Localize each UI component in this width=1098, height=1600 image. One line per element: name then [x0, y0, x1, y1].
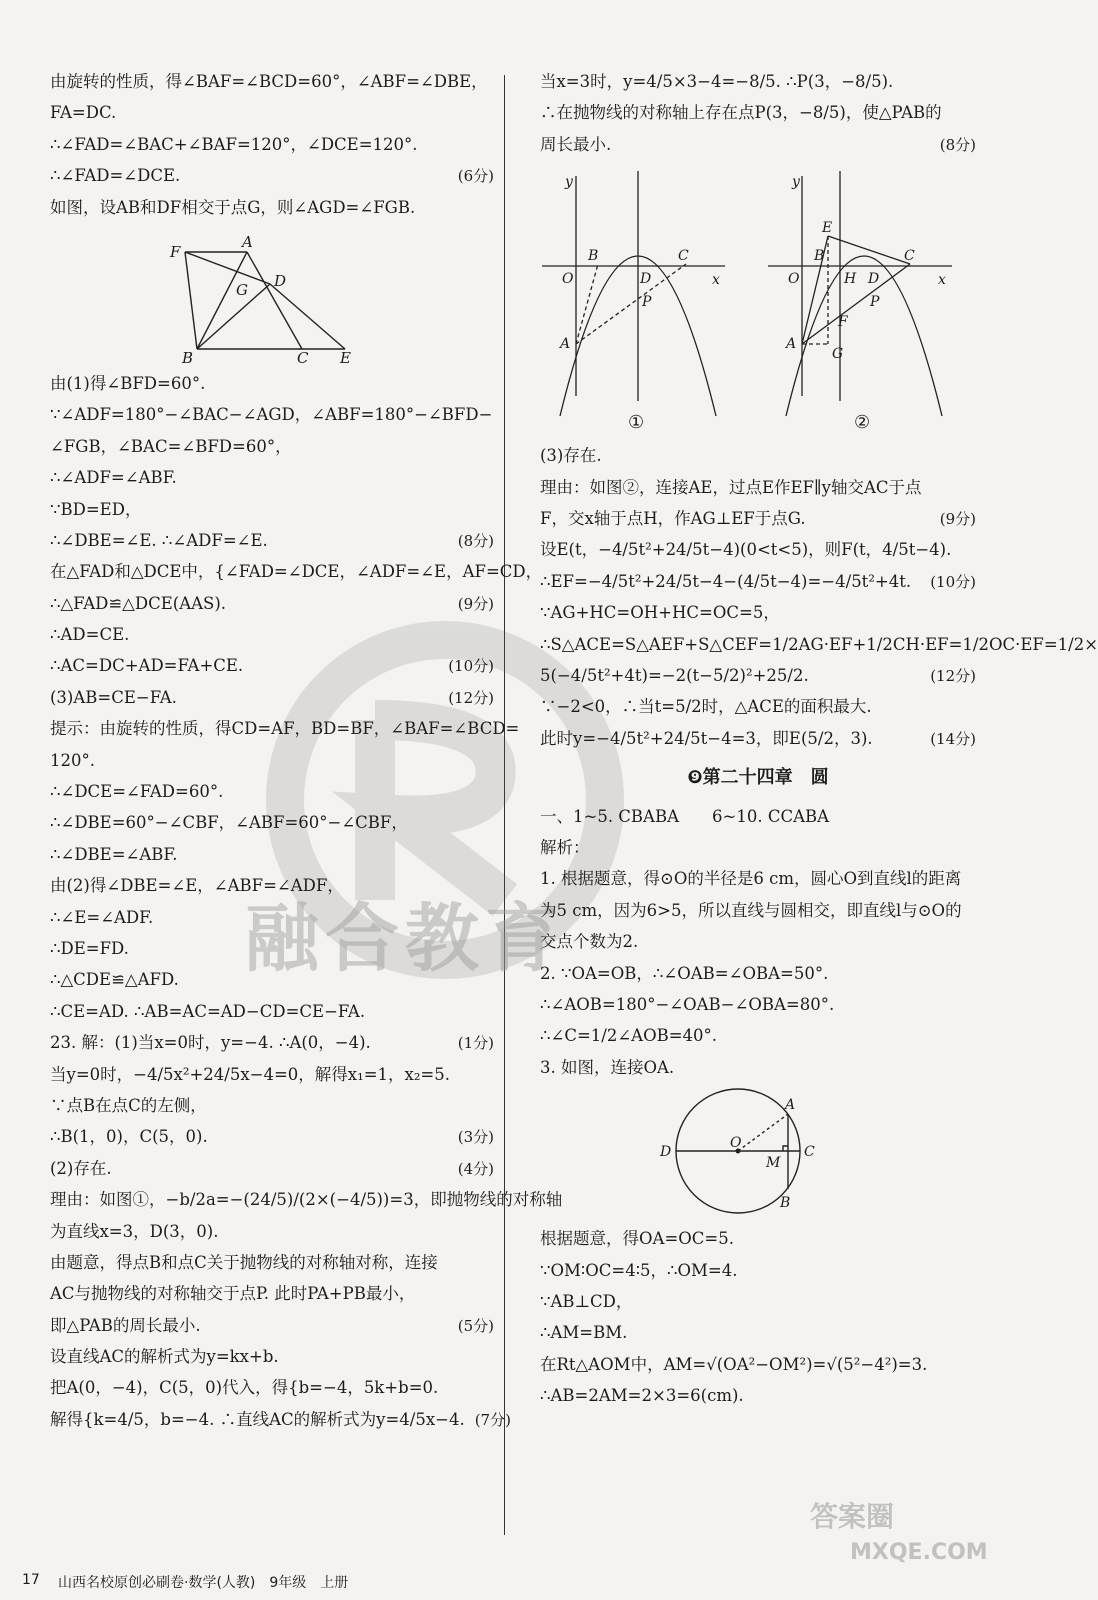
text-line — [50, 374, 494, 394]
line-text: 理由：如图②，连接AE，过点E作EF∥y轴交AC于点 — [540, 477, 922, 497]
fig1-label-A: A — [242, 232, 253, 251]
line-text: 此时y=−4/5t²+24/5t−4=3，即E(5/2，3). — [540, 728, 873, 748]
line-text: 120°. — [50, 750, 95, 770]
g2-label-C: C — [904, 248, 915, 265]
line-text: ∴∠DCE=∠FAD=60°. — [50, 782, 224, 802]
text-line — [50, 970, 494, 990]
text-line — [50, 1033, 494, 1053]
text-line — [50, 719, 520, 739]
g2-label-x: x — [938, 272, 946, 289]
text-line — [50, 166, 494, 186]
fig1-label-D: D — [274, 271, 287, 290]
footer-text: 山西名校原创必刷卷·数学(人教) 9年级 上册 — [58, 1575, 349, 1591]
line-text: ∴EF=−4/5t²+24/5t−4−(4/5t−4)=−4/5t²+4t. — [540, 571, 912, 591]
line-text: 2. ∵OA=OB，∴∠OAB=∠OBA=50°. — [540, 963, 829, 983]
line-text: ∴∠AOB=180°−∠OAB−∠OBA=80°. — [540, 995, 835, 1015]
text-line — [50, 198, 494, 218]
g1-label-D: D — [640, 271, 652, 288]
line-text: ∴∠E=∠ADF. — [50, 907, 154, 927]
text-line — [50, 625, 494, 645]
circle-label-O: O — [730, 1135, 742, 1152]
text-line — [540, 964, 976, 984]
text-line — [540, 932, 976, 952]
text-line — [50, 1316, 494, 1336]
line-text: 由题意，得点B和点C关于抛物线的对称轴对称，连接 — [50, 1252, 438, 1272]
fig1-label-E: E — [340, 348, 351, 367]
score-mark: (9分) — [939, 509, 976, 528]
text-line — [540, 666, 976, 686]
text-line — [540, 995, 976, 1015]
line-text: ∴AD=CE. — [50, 625, 130, 645]
text-line — [50, 688, 494, 708]
g1-label-B: B — [588, 248, 599, 265]
text-line — [540, 869, 976, 889]
text-line — [50, 500, 494, 520]
text-line — [50, 845, 494, 865]
g1-label-C: C — [678, 248, 689, 265]
g2-label-E: E — [822, 220, 833, 237]
line-text: ∴AM=BM. — [540, 1323, 628, 1343]
score-mark: (1分) — [457, 1034, 494, 1053]
score-mark: (7分) — [474, 1410, 511, 1429]
figure-triangle — [50, 229, 494, 367]
watermark-site-logo: 答案圈 — [810, 1500, 895, 1533]
line-text: ∴∠FAD=∠BAC+∠BAF=120°，∠DCE=120°. — [50, 134, 418, 154]
circle-label-B: B — [780, 1195, 791, 1212]
section-title: ❾第二十四章 圆 — [687, 766, 829, 788]
line-text: 周长最小. — [540, 134, 612, 154]
line-text: ∴△CDE≌△AFD. — [50, 970, 179, 990]
line-text: 把A(0，−4)，C(5，0)代入，得{b=−4，5k+b=0. — [50, 1378, 439, 1398]
line-text: ∴∠DBE=60°−∠CBF，∠ABF=60°−∠CBF， — [50, 813, 408, 833]
text-line — [50, 1096, 494, 1116]
text-line — [540, 572, 976, 592]
watermark-site-url: MXQE.COM — [850, 1540, 988, 1565]
text-line — [50, 813, 494, 833]
text-line — [50, 437, 494, 457]
line-text: ∵AG+HC=OH+HC=OC=5， — [540, 603, 780, 623]
line-text: AC与抛物线的对称轴交于点P. 此时PA+PB最小， — [50, 1284, 416, 1304]
text-line — [50, 135, 494, 155]
line-text: 由(2)得∠DBE=∠E，∠ABF=∠ADF， — [50, 876, 344, 896]
text-line — [540, 478, 976, 498]
text-line — [50, 908, 494, 928]
line-text: ∵AB⊥CD， — [540, 1291, 633, 1311]
text-line — [540, 1386, 976, 1406]
text-line — [50, 1190, 563, 1210]
score-mark: (10分) — [930, 572, 976, 591]
fig1-label-G: G — [236, 280, 248, 299]
g2-label-F: F — [838, 314, 848, 331]
line-text: 当x=3时，y=4/5×3−4=−8/5. ∴P(3，−8/5). — [540, 72, 894, 91]
text-line — [540, 1229, 976, 1249]
line-text: ∴AB=2AM=2×3=6(cm). — [540, 1386, 744, 1406]
text-line — [50, 1222, 494, 1242]
g1-number: ① — [628, 412, 645, 434]
line-text: ∴DE=FD. — [50, 938, 129, 958]
line-text: 解得{k=4/5，b=−4. ∴直线AC的解析式为y=4/5x−4. — [50, 1409, 465, 1429]
text-line — [540, 446, 976, 466]
g2-label-B: B — [814, 248, 825, 265]
text-line — [50, 1002, 494, 1022]
left-column — [50, 72, 563, 1441]
figure-parabola-graphs — [540, 166, 976, 436]
line-text: 由旋转的性质，得∠BAF=∠BCD=60°，∠ABF=∠DBE， — [50, 72, 488, 91]
text-line — [50, 405, 494, 425]
text-line — [540, 838, 976, 858]
line-text: ∴∠FAD=∠DCE. — [50, 166, 181, 186]
line-text: 理由：如图①，−b/2a=−(24/5)/(2×(−4/5))=3，即抛物线的对称轴 — [50, 1190, 563, 1210]
line-text: F，交x轴于点H，作AG⊥EF于点G. — [540, 508, 806, 528]
line-text: ∴∠DBE=∠ABF. — [50, 844, 178, 864]
line-text: 设直线AC的解析式为y=kx+b. — [50, 1347, 279, 1367]
text-line — [540, 901, 976, 921]
line-text: ∵OM∶OC=4∶5，∴OM=4. — [540, 1260, 738, 1280]
text-line — [540, 634, 1098, 655]
text-line — [540, 1323, 976, 1343]
g1-label-y: y — [565, 174, 573, 191]
text-line — [540, 509, 976, 529]
text-line — [540, 807, 976, 827]
line-text: 提示：由旋转的性质，得CD=AF，BD=BF，∠BAF=∠BCD= — [50, 719, 520, 739]
g2-label-A: A — [786, 336, 797, 353]
line-text: 根据题意，得OA=OC=5. — [540, 1229, 734, 1249]
score-mark: (4分) — [457, 1159, 494, 1178]
text-line — [50, 594, 494, 614]
watermark-text: 融合教育 — [245, 896, 565, 982]
line-text: 在Rt△AOM中，AM=√(OA²−OM²)=√(5²−4²)=3. — [540, 1354, 928, 1374]
g1-label-A: A — [560, 336, 571, 353]
text-line — [50, 1347, 494, 1367]
score-mark: (14分) — [930, 729, 976, 748]
score-mark: (9分) — [457, 594, 494, 613]
line-text: ∴AC=DC+AD=FA+CE. — [50, 656, 244, 676]
line-text: 5(−4/5t²+4t)=−2(t−5/2)²+25/2. — [540, 665, 809, 685]
fig1-label-B: B — [182, 348, 194, 367]
line-text: (3)存在. — [540, 446, 602, 466]
fig1-label-F: F — [170, 242, 181, 261]
text-line — [540, 135, 976, 155]
line-text: 解析： — [540, 838, 590, 858]
text-line — [540, 103, 976, 123]
text-line — [540, 540, 976, 560]
text-line — [50, 72, 494, 92]
g2-label-P: P — [870, 294, 880, 311]
line-text: ∴CE=AD. ∴AB=AC=AD−CD=CE−FA. — [50, 1001, 366, 1021]
text-line — [50, 1127, 494, 1147]
line-text: 设E(t，−4/5t²+24/5t−4)(0<t<5)，则F(t，4/5t−4). — [540, 540, 952, 560]
g1-label-O: O — [562, 271, 574, 288]
text-line — [50, 751, 494, 771]
circle-label-D: D — [660, 1144, 672, 1161]
g2-label-D: D — [868, 271, 880, 288]
line-text: ∴S△ACE=S△AEF+S△CEF=1/2AG·EF+1/2CH·EF=1/2OC·EF=1/2× — [540, 634, 1098, 654]
fig1-label-C: C — [297, 348, 309, 367]
circle-label-A: A — [785, 1097, 796, 1114]
g2-label-y: y — [792, 174, 800, 191]
score-mark: (12分) — [930, 666, 976, 685]
g1-label-x: x — [712, 272, 720, 289]
text-line — [50, 468, 494, 488]
line-text: FA=DC. — [50, 103, 117, 123]
line-text: 即△PAB的周长最小. — [50, 1315, 201, 1335]
score-mark: (10分) — [448, 657, 494, 676]
line-text: ∴∠ADF=∠ABF. — [50, 468, 177, 488]
page-number: 17 — [22, 1572, 40, 1588]
circle-label-M: M — [766, 1155, 781, 1172]
g2-number: ② — [854, 412, 871, 434]
line-text: 为直线x=3，D(3，0). — [50, 1221, 219, 1241]
line-text: (2)存在. — [50, 1158, 112, 1178]
line-text: 交点个数为2. — [540, 932, 639, 952]
line-text: 如图，设AB和DF相交于点G，则∠AGD=∠FGB. — [50, 197, 416, 217]
line-text: 在△FAD和△DCE中，{∠FAD=∠DCE，∠ADF=∠E，AF=CD， — [50, 562, 543, 582]
score-mark: (5分) — [457, 1316, 494, 1335]
text-line — [540, 72, 976, 92]
column-divider — [504, 75, 505, 1535]
g2-label-O: O — [788, 271, 800, 288]
g1-label-P: P — [642, 294, 652, 311]
text-line — [50, 1378, 494, 1398]
text-line — [50, 1253, 494, 1273]
score-mark: (12分) — [448, 688, 494, 707]
line-text: ∴B(1，0)，C(5，0). — [50, 1127, 208, 1147]
line-text: 为5 cm，因为6>5，所以直线与圆相交，即直线l与⊙O的 — [540, 900, 962, 920]
score-mark: (6分) — [457, 167, 494, 186]
figure-circle — [540, 1089, 976, 1219]
text-line — [50, 1065, 494, 1085]
line-text: 一、1~5. CBABA 6~10. CCABA — [540, 806, 830, 826]
g2-label-G: G — [832, 346, 844, 363]
line-text: 当y=0时，−4/5x²+24/5x−4=0，解得x₁=1，x₂=5. — [50, 1064, 451, 1084]
line-text: 23. 解：(1)当x=0时，y=−4. ∴A(0，−4). — [50, 1033, 371, 1053]
score-mark: (3分) — [457, 1128, 494, 1147]
line-text: 由(1)得∠BFD=60°. — [50, 373, 206, 393]
score-mark: (8分) — [457, 531, 494, 550]
line-text: ∴在抛物线的对称轴上存在点P(3，−8/5)，使△PAB的 — [540, 103, 942, 123]
text-line — [540, 1261, 976, 1281]
line-text: ∴∠C=1/2∠AOB=40°. — [540, 1026, 718, 1046]
text-line — [540, 1058, 976, 1078]
line-text: (3)AB=CE−FA. — [50, 687, 177, 707]
text-line — [50, 1159, 494, 1179]
text-line — [50, 531, 494, 551]
line-text: ∠FGB，∠BAC=∠BFD=60°， — [50, 436, 292, 456]
text-line — [50, 939, 494, 959]
line-text: ∵点B在点C的左侧， — [50, 1095, 207, 1115]
text-line — [50, 562, 543, 582]
right-column — [540, 72, 1098, 1418]
text-line — [540, 1292, 976, 1312]
g2-label-H: H — [844, 271, 857, 288]
line-text: ∵∠ADF=180°−∠BAC−∠AGD，∠ABF=180°−∠BFD− — [50, 405, 493, 425]
text-line — [50, 103, 494, 123]
text-line — [50, 876, 494, 896]
line-text: ∵BD=ED， — [50, 499, 142, 519]
text-line — [50, 656, 494, 676]
score-mark: (8分) — [939, 135, 976, 154]
text-line — [540, 603, 976, 623]
line-text: ∴∠DBE=∠E. ∴∠ADF=∠E. — [50, 530, 268, 550]
text-line — [540, 1026, 976, 1046]
text-line — [50, 1409, 511, 1430]
line-text: 1. 根据题意，得⊙O的半径是6 cm，圆心O到直线l的距离 — [540, 869, 962, 889]
text-line — [50, 782, 494, 802]
text-line — [50, 1284, 494, 1304]
line-text: ∵−2<0，∴当t=5/2时，△ACE的面积最大. — [540, 697, 872, 717]
circle-label-C: C — [804, 1144, 815, 1161]
line-text: 3. 如图，连接OA. — [540, 1057, 675, 1077]
text-line — [540, 729, 976, 749]
text-line — [540, 1355, 976, 1375]
text-line — [540, 697, 976, 717]
line-text: ∴△FAD≌△DCE(AAS). — [50, 593, 227, 613]
